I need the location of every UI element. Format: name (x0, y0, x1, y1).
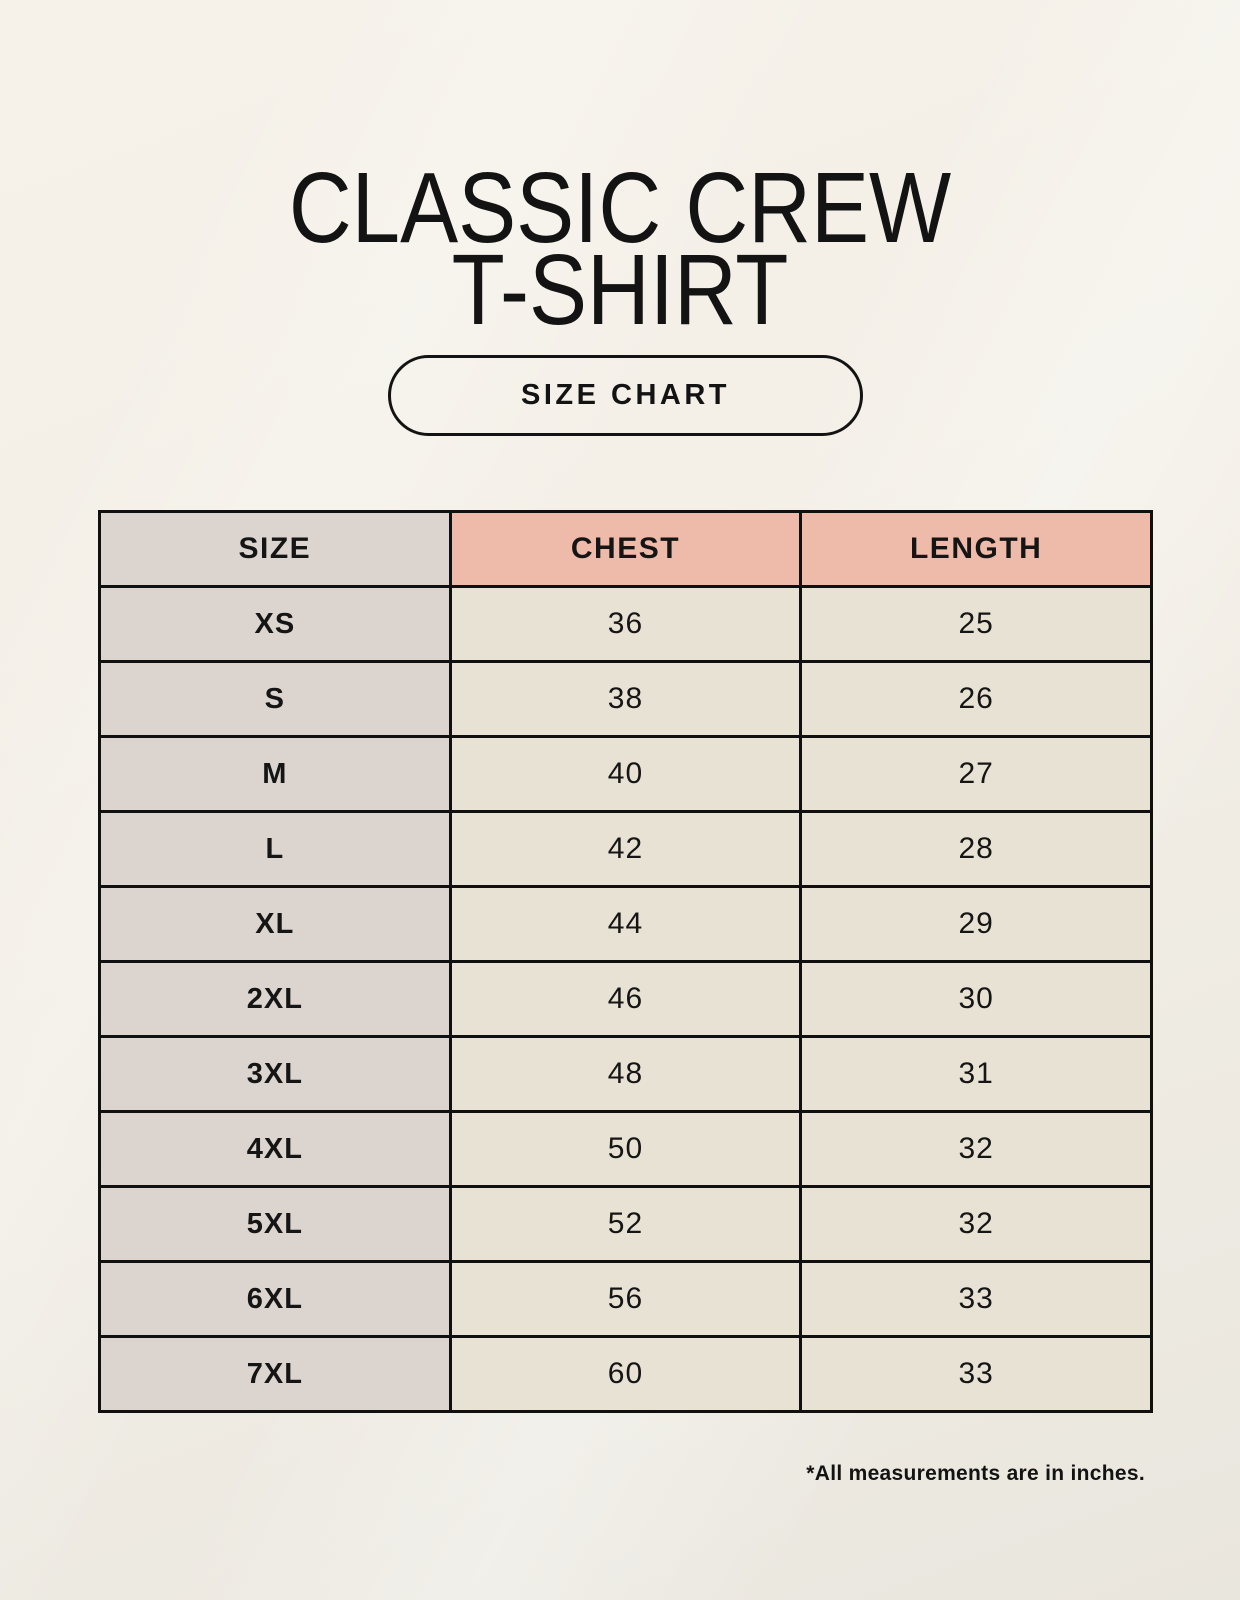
length-cell: 33 (801, 1337, 1152, 1412)
length-cell: 30 (801, 962, 1152, 1037)
chest-cell: 48 (450, 1037, 801, 1112)
size-chart-badge-label: SIZE CHART (521, 379, 730, 411)
size-cell: M (100, 737, 451, 812)
footnote: *All measurements are in inches. (806, 1462, 1145, 1485)
chest-cell: 60 (450, 1337, 801, 1412)
size-cell: 7XL (100, 1337, 451, 1412)
size-cell: 3XL (100, 1037, 451, 1112)
column-header-chest: CHEST (450, 512, 801, 587)
chest-cell: 36 (450, 587, 801, 662)
page-title (0, 152, 1240, 346)
table-row (100, 812, 1152, 887)
length-cell: 26 (801, 662, 1152, 737)
size-cell: XL (100, 887, 451, 962)
size-table-body (100, 587, 1152, 1412)
size-cell: 5XL (100, 1187, 451, 1262)
chest-cell: 50 (450, 1112, 801, 1187)
table-row (100, 737, 1152, 812)
size-chart-badge (388, 355, 863, 436)
size-cell: 6XL (100, 1262, 451, 1337)
length-cell: 27 (801, 737, 1152, 812)
length-cell: 25 (801, 587, 1152, 662)
column-header-size: SIZE (100, 512, 451, 587)
chest-cell: 56 (450, 1262, 801, 1337)
table-row (100, 662, 1152, 737)
table-row (100, 587, 1152, 662)
size-cell: L (100, 812, 451, 887)
size-cell: XS (100, 587, 451, 662)
table-row (100, 962, 1152, 1037)
chest-cell: 46 (450, 962, 801, 1037)
table-row (100, 1262, 1152, 1337)
table-row (100, 887, 1152, 962)
title-line-1: CLASSIC CREW (288, 152, 952, 264)
title-line-2: T-SHIRT (451, 234, 789, 346)
length-cell: 28 (801, 812, 1152, 887)
chest-cell: 52 (450, 1187, 801, 1262)
size-cell: S (100, 662, 451, 737)
header-row (100, 512, 1152, 587)
table-row (100, 1037, 1152, 1112)
table-row (100, 1337, 1152, 1412)
table-row (100, 1112, 1152, 1187)
size-cell: 4XL (100, 1112, 451, 1187)
table-row (100, 1187, 1152, 1262)
length-cell: 33 (801, 1262, 1152, 1337)
length-cell: 32 (801, 1187, 1152, 1262)
chest-cell: 40 (450, 737, 801, 812)
length-cell: 31 (801, 1037, 1152, 1112)
size-table (98, 510, 1153, 1413)
length-cell: 29 (801, 887, 1152, 962)
size-cell: 2XL (100, 962, 451, 1037)
length-cell: 32 (801, 1112, 1152, 1187)
column-header-length: LENGTH (801, 512, 1152, 587)
chest-cell: 44 (450, 887, 801, 962)
chest-cell: 42 (450, 812, 801, 887)
chest-cell: 38 (450, 662, 801, 737)
